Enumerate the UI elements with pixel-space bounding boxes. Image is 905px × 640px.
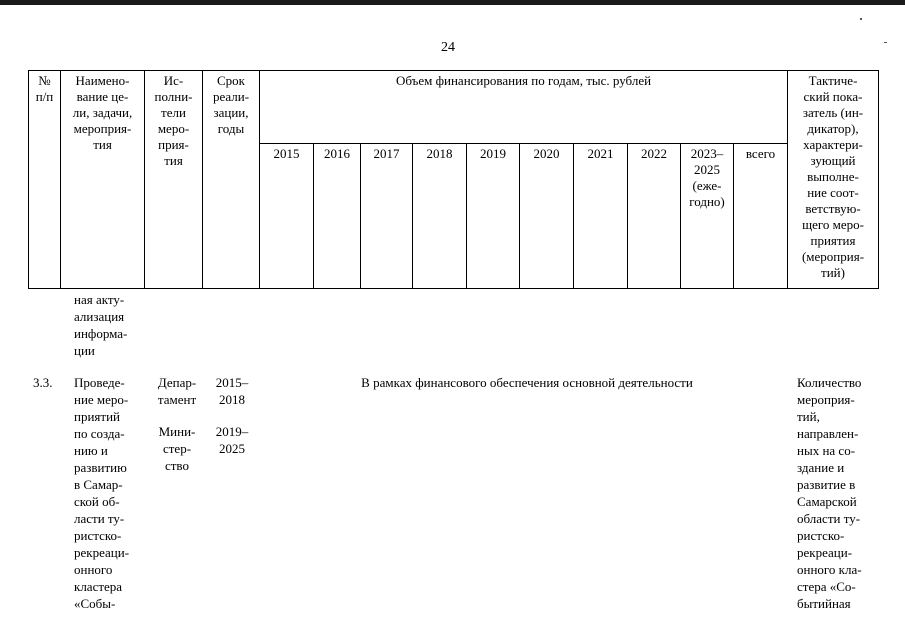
row-indicator: Количество мероприя- тий, направлен- ных на со- здание и развитие в Самарской области ту- ристско- рекреаци- онного кла- стера «Со- бытийная (797, 375, 862, 611)
header-year: 2023– 2025 (еже- годно) (681, 144, 734, 289)
page-number: 24 (441, 40, 455, 55)
row-name: Проведе- ние меро- приятий по созда- нию и развитию в Самар- ской об- ласти ту- ристско- рекреаци- онного кластера «Собы- (74, 375, 130, 611)
row-number: 3.3. (33, 375, 53, 390)
header-term: Срок реали- зации, годы (203, 71, 260, 289)
header-name: Наимено- вание це- ли, задачи, мероприя- тия (61, 71, 145, 289)
header-year: 2017 (361, 144, 413, 289)
header-financing: Объем финансирования по годам, тыс. рублей (260, 71, 788, 144)
header-year: 2020 (520, 144, 574, 289)
header-num: № п/п (29, 71, 61, 289)
header-year: 2016 (314, 144, 361, 289)
header-year: 2021 (574, 144, 628, 289)
continued-row-name: ная акту- ализация информа- ции (74, 292, 128, 358)
header-executors: Ис- полни- тели меро- прия- тия (145, 71, 203, 289)
header-year: 2019 (467, 144, 520, 289)
header-year: 2015 (260, 144, 314, 289)
row-term-1: 2015– 2018 (215, 375, 249, 407)
row-executor-department: Депар- тамент (157, 375, 197, 407)
row-term-2: 2019– 2025 (215, 424, 249, 456)
row-financing-note: В рамках финансового обеспечения основной деятельности (361, 375, 693, 390)
header-year-total: всего (734, 144, 788, 289)
header-indicator: Тактиче- ский пока- затель (ин- дикатор), характери- зующий выполне- ние соот- ветствую- щего меро- приятия (мероприя- тий) (788, 71, 879, 289)
header-year: 2022 (628, 144, 681, 289)
scan-speck (884, 42, 887, 43)
header-year: 2018 (413, 144, 467, 289)
scan-top-edge (0, 0, 905, 5)
scan-speck (860, 18, 862, 20)
row-executor-ministry: Мини- стер- ство (158, 424, 196, 473)
header-table (28, 70, 879, 289)
